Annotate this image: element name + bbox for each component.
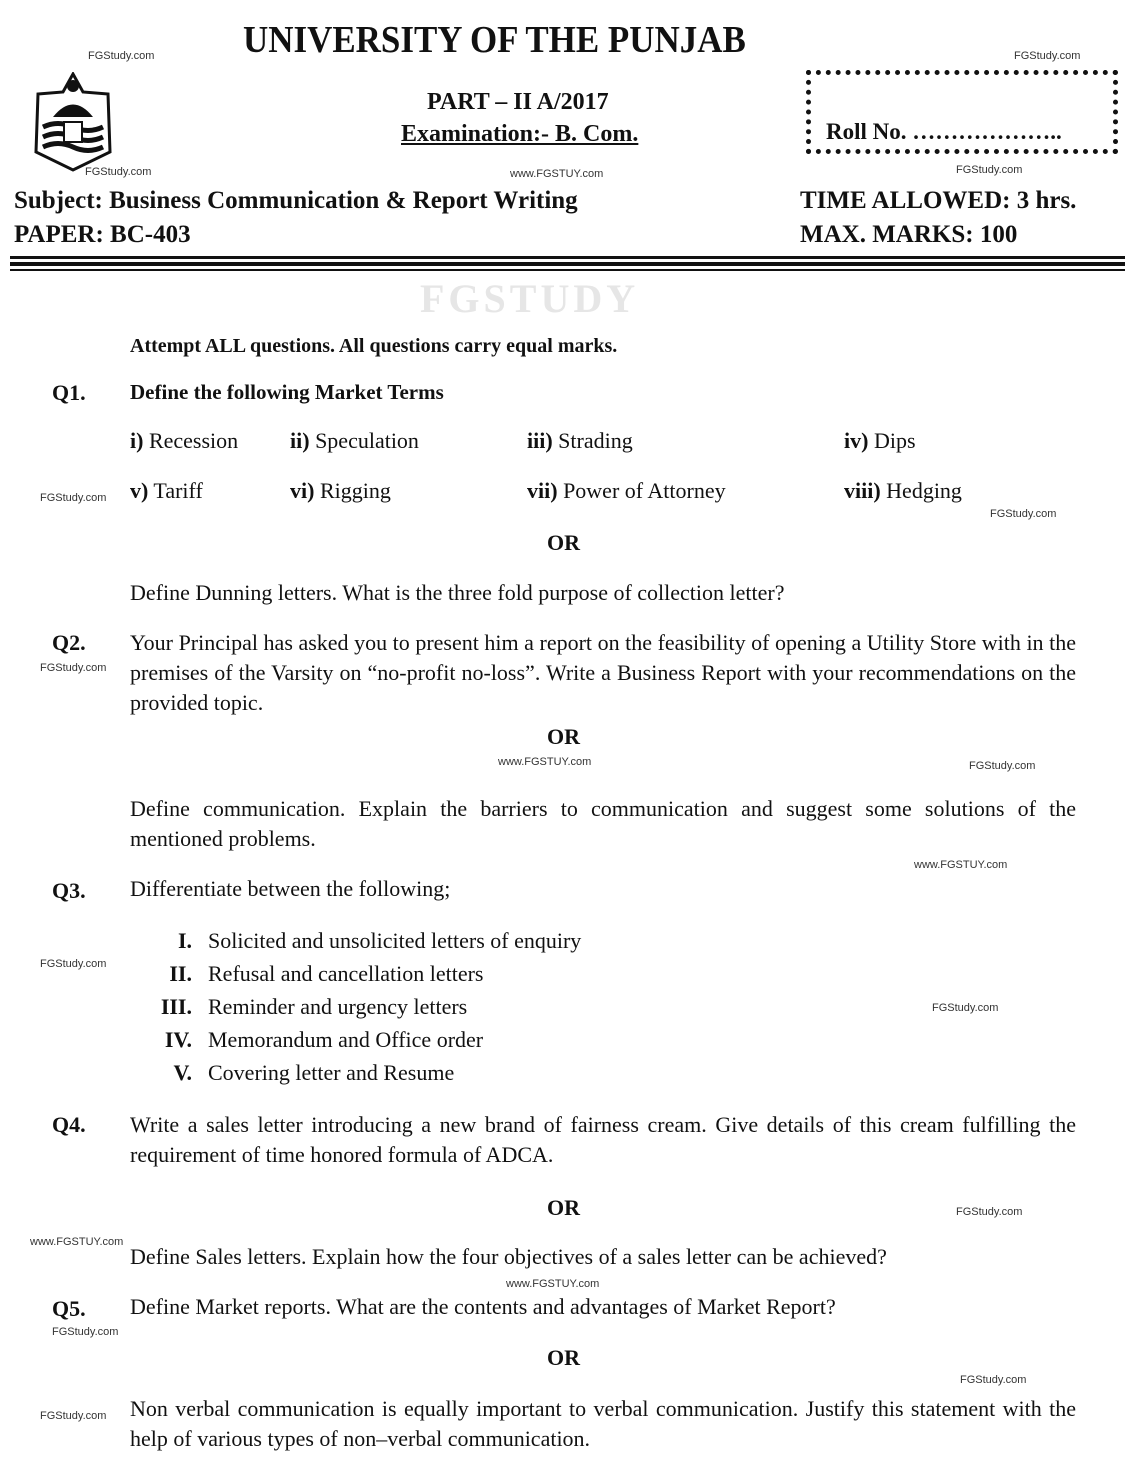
or-separator: OR (547, 530, 580, 555)
term-item (844, 478, 962, 503)
or-separator: OR (547, 1195, 580, 1220)
question-number: Q5. (52, 1296, 86, 1321)
question-number: Q3. (52, 878, 86, 903)
term-number: vi) (290, 478, 315, 503)
term-label: Recession (143, 428, 239, 453)
term-label: Hedging (880, 478, 962, 503)
watermark-logo: FGSTUDY (420, 276, 640, 321)
term-number: ii) (290, 428, 310, 453)
term-label: Dips (868, 428, 916, 453)
subject: Subject: Business Communication & Report Writing (14, 187, 578, 214)
question-text: Differentiate between the following; (130, 876, 451, 901)
question-number: Q1. (52, 380, 86, 405)
term-number: iii) (527, 428, 553, 453)
term-number: iv) (844, 428, 869, 453)
instructions: Attempt ALL questions. All questions carry equal marks. (130, 335, 618, 357)
item-text: Reminder and urgency letters (208, 994, 468, 1019)
question-text: Define Market reports. What are the contents and advantages of Market Report? (130, 1294, 836, 1319)
watermark-text: www.FGSTUY.com (510, 168, 604, 180)
watermark-text: FGStudy.com (40, 958, 107, 970)
watermark-text: www.FGSTUY.com (914, 859, 1008, 871)
max-marks: MAX. MARKS: 100 (800, 221, 1018, 248)
term-item (130, 478, 203, 503)
exam-part: PART – II A/2017 (427, 89, 609, 115)
term-item (290, 478, 391, 503)
term-label: Strading (552, 428, 633, 453)
question-alt-text: Define Sales letters. Explain how the four objectives of a sales letter can be achieved? (130, 1244, 887, 1269)
watermark-text: FGStudy.com (40, 662, 107, 674)
watermark-text: FGStudy.com (40, 1410, 107, 1422)
item-number: II. (169, 961, 192, 986)
university-crest-logo (28, 72, 118, 172)
watermark-text: FGStudy.com (956, 1206, 1023, 1218)
time-allowed: TIME ALLOWED: 3 hrs. (800, 187, 1077, 214)
watermark-text: FGStudy.com (1014, 50, 1081, 62)
question-alt-text: Non verbal communication is equally important to verbal communication. Justify this statement with the help of various types of non–verbal communication. (130, 1396, 1076, 1451)
watermark-text: FGStudy.com (52, 1326, 119, 1338)
watermark-text: www.FGSTUY.com (498, 756, 592, 768)
watermark-text: FGStudy.com (960, 1374, 1027, 1386)
term-number: vii) (527, 478, 558, 503)
term-item (130, 428, 238, 453)
item-text: Refusal and cancellation letters (208, 961, 484, 986)
item-number: III. (160, 994, 192, 1019)
term-item (290, 428, 419, 453)
term-item (527, 478, 726, 503)
item-number: I. (177, 928, 192, 953)
watermark-text: www.FGSTUY.com (30, 1236, 124, 1248)
question-text: Your Principal has asked you to present him a report on the feasibility of opening a Utility Store with in the premises of the Varsity on “no-profit no-loss”. Write a Business Report with your recommendations on the provided topic. (130, 630, 1076, 715)
watermark-text: FGStudy.com (956, 164, 1023, 176)
term-number: v) (130, 478, 149, 503)
exam-name: Examination:- B. Com. (401, 121, 639, 147)
header-divider (10, 262, 1125, 266)
item-text: Memorandum and Office order (208, 1027, 484, 1052)
roll-number-field: Roll No. ……………….. (826, 119, 1062, 144)
question-alt-text: Define communication. Explain the barriers to communication and suggest some solutions of the mentioned problems. (130, 796, 1076, 851)
or-separator: OR (547, 1345, 580, 1370)
header-divider (10, 256, 1125, 259)
question-alt-text: Define Dunning letters. What is the three fold purpose of collection letter? (130, 580, 785, 605)
term-label: Rigging (314, 478, 391, 503)
university-title: UNIVERSITY OF THE PUNJAB (243, 19, 746, 61)
term-label: Power of Attorney (557, 478, 726, 503)
question-text: Write a sales letter introducing a new brand of fairness cream. Give details of this cream fulfilling the requirement of time honored formula of ADCA. (130, 1112, 1076, 1167)
item-number: V. (173, 1060, 192, 1085)
item-text: Solicited and unsolicited letters of enquiry (208, 928, 582, 953)
term-number: viii) (844, 478, 881, 503)
watermark-text: www.FGSTUY.com (506, 1278, 600, 1290)
watermark-text: FGStudy.com (40, 492, 107, 504)
or-separator: OR (547, 724, 580, 749)
watermark-text: FGStudy.com (88, 50, 155, 62)
term-label: Speculation (309, 428, 419, 453)
watermark-text: FGStudy.com (85, 166, 152, 178)
item-text: Covering letter and Resume (208, 1060, 455, 1085)
question-text: Define the following Market Terms (130, 380, 444, 404)
term-item (844, 428, 916, 453)
question-number: Q2. (52, 630, 86, 655)
term-number: i) (130, 428, 144, 453)
header-divider (10, 269, 1125, 271)
paper-code: PAPER: BC-403 (14, 221, 191, 248)
watermark-text: FGStudy.com (990, 508, 1057, 520)
term-label: Tariff (148, 478, 203, 503)
item-number: IV. (164, 1027, 192, 1052)
watermark-text: FGStudy.com (969, 760, 1036, 772)
question-number: Q4. (52, 1112, 86, 1137)
term-item (527, 428, 633, 453)
watermark-text: FGStudy.com (932, 1002, 999, 1014)
